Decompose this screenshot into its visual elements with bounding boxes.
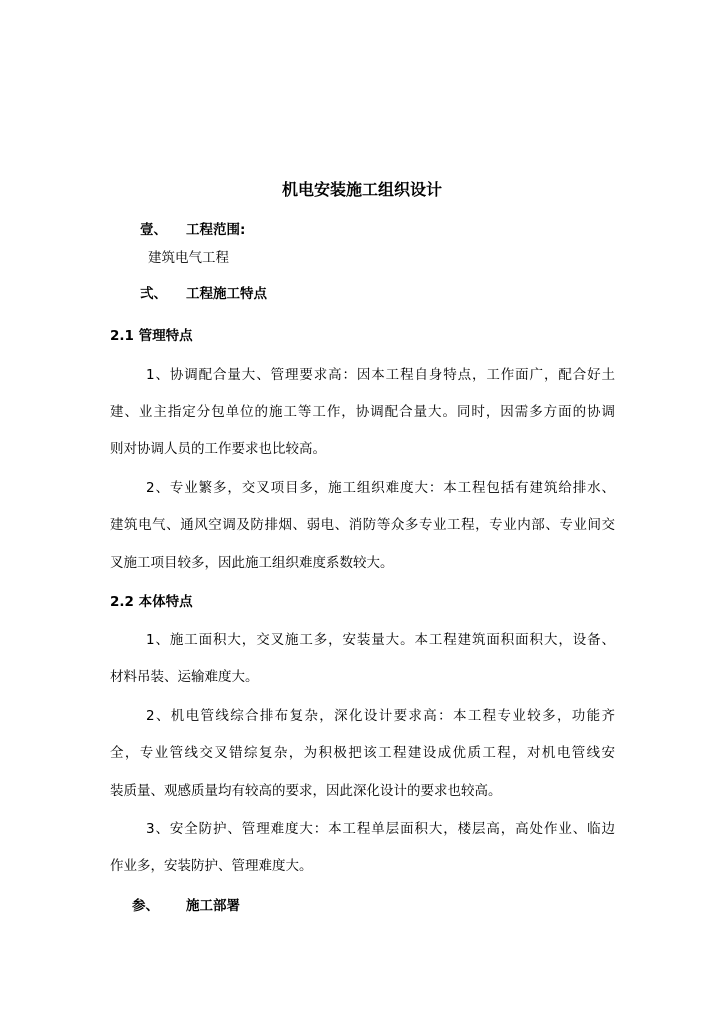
paragraph-line: 作业多，安装防护、管理难度大。 bbox=[110, 858, 313, 874]
section-2-heading: 工程施工特点 bbox=[186, 286, 267, 302]
section-3-number: 参、 bbox=[132, 898, 159, 914]
paragraph-line: 2、机电管线综合排布复杂，深化设计要求高：本工程专业较多，功能齐 bbox=[146, 708, 615, 724]
paragraph-line: 1、协调配合量大、管理要求高：因本工程自身特点，工作面广，配合好土 bbox=[146, 367, 615, 383]
page-title: 机电安装施工组织设计 bbox=[281, 180, 442, 199]
section-2-number: 弍、 bbox=[140, 286, 167, 302]
section-1-heading: 工程范围: bbox=[186, 222, 246, 238]
subsection-2-2-heading: 2.2 本体特点 bbox=[110, 594, 193, 610]
paragraph-line: 建筑电气、通风空调及防排烟、弱电、消防等众多专业工程，专业内部、专业间交 bbox=[110, 517, 615, 533]
paragraph-line: 则对协调人员的工作要求也比较高。 bbox=[110, 441, 326, 457]
paragraph-line: 2、专业繁多，交叉项目多，施工组织难度大：本工程包括有建筑给排水、 bbox=[146, 480, 615, 496]
section-3-heading: 施工部署 bbox=[186, 898, 240, 914]
section-1-number: 壹、 bbox=[140, 222, 167, 238]
subsection-2-1-heading: 2.1 管理特点 bbox=[110, 328, 193, 344]
paragraph-line: 1、施工面积大，交叉施工多，安装量大。本工程建筑面积面积大，设备、 bbox=[146, 632, 615, 648]
paragraph-line: 3、安全防护、管理难度大：本工程单层面积大，楼层高，高处作业、临边 bbox=[146, 821, 615, 837]
paragraph-line: 叉施工项目较多，因此施工组织难度系数较大。 bbox=[110, 555, 394, 571]
paragraph-line: 建、业主指定分包单位的施工等工作，协调配合量大。同时，因需多方面的协调 bbox=[110, 404, 615, 420]
paragraph-line: 装质量、观感质量均有较高的要求，因此深化设计的要求也较高。 bbox=[110, 783, 502, 799]
paragraph-line: 全，专业管线交叉错综复杂，为积极把该工程建设成优质工程，对机电管线安 bbox=[110, 745, 615, 761]
section-1-body: 建筑电气工程 bbox=[148, 250, 229, 266]
paragraph-line: 材料吊装、运输难度大。 bbox=[110, 669, 259, 685]
